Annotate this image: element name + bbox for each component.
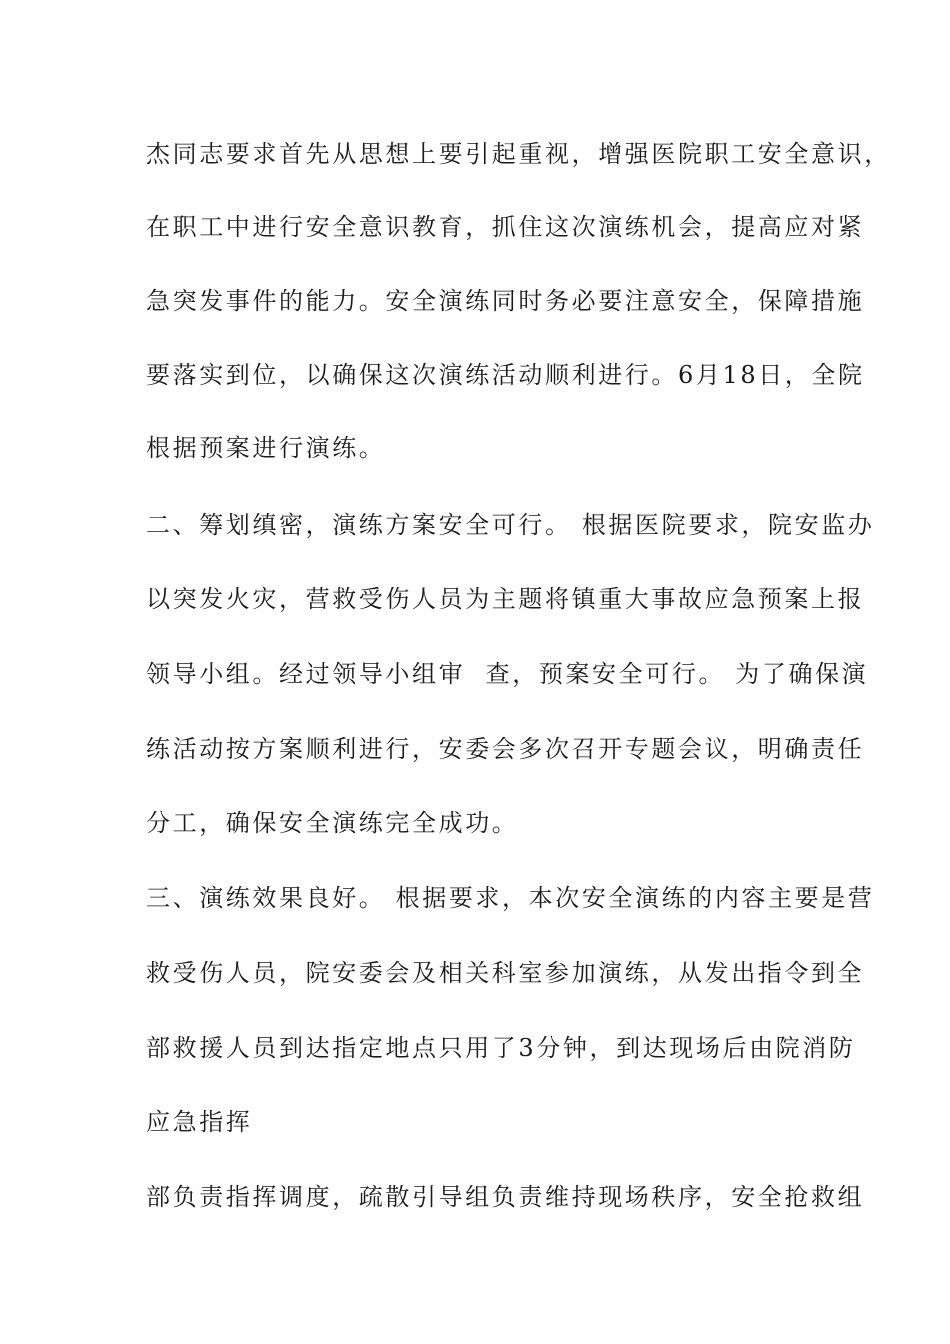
- section-heading-line: 三、演练效果良好。 根据要求，本次安全演练的内容主要是营: [146, 884, 875, 912]
- text-line: 杰同志要求首先从思想上要引起重视，增强医院职工安全意识，: [146, 140, 891, 168]
- text-line: 领导小组。经过领导小组审 查，预案安全可行。 为了确保演: [146, 660, 869, 688]
- text-line: 根据预案进行演练。: [146, 434, 386, 462]
- text-line: 救受伤人员，院安委会及相关科室参加演练，从发出指令到全: [146, 959, 865, 987]
- text-line: 要落实到位，以确保这次演练活动顺利进行。6月18日，全院: [146, 361, 865, 389]
- text-line: 部负责指挥调度，疏散引导组负责维持现场秩序，安全抢救组: [146, 1183, 865, 1211]
- text-line: 应急指挥: [146, 1108, 253, 1136]
- text-line: 在职工中进行安全意识教育，抓住这次演练机会，提高应对紧: [146, 213, 865, 241]
- text-line: 以突发火灾，营救受伤人员为主题将镇重大事故应急预案上报: [146, 585, 865, 613]
- text-line: 分工，确保安全演练完全成功。: [146, 809, 519, 837]
- text-line: 部救援人员到达指定地点只用了3分钟，到达现场后由院消防: [146, 1034, 856, 1062]
- section-heading-line: 二、筹划缜密，演练方案安全可行。 根据医院要求，院安监办: [146, 511, 875, 539]
- text-line: 急突发事件的能力。安全演练同时务必要注意安全，保障措施: [146, 287, 865, 315]
- text-line: 练活动按方案顺利进行，安委会多次召开专题会议，明确责任: [146, 735, 865, 763]
